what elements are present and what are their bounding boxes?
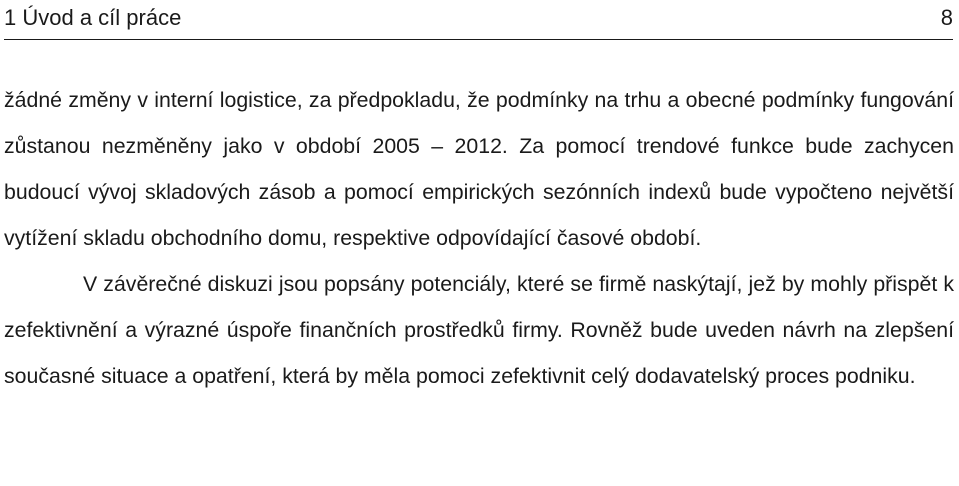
- paragraph-continued: žádné změny v interní logistice, za předpokladu, že podmínky na trhu a obecné podmínky fungování zůstanou nezměněny jako v období 2005 – 2012. Za pomocí trendové funkce bude zachycen budoucí vývoj skladových zásob a pomocí empirických sezónních indexů bude vypočteno největší vytížení skladu obchodního domu, respektive odpovídající časové období.: [4, 88, 954, 250]
- header-divider: [4, 39, 953, 40]
- body-text: [4, 77, 954, 399]
- paragraph-discussion: V závěrečné diskuzi jsou popsány potenciály, které se firmě naskýtají, jež by mohly přispět k zefektivnění a výrazné úspoře finančních prostředků firmy. Rovněž bude uveden návrh na zlepšení současné situace a opatření, která by měla pomoci zefektivnit celý dodavatelský proces podniku.: [4, 272, 954, 388]
- running-header: [4, 4, 953, 32]
- page-number: 8: [940, 5, 953, 30]
- chapter-title: 1 Úvod a cíl práce: [4, 5, 182, 30]
